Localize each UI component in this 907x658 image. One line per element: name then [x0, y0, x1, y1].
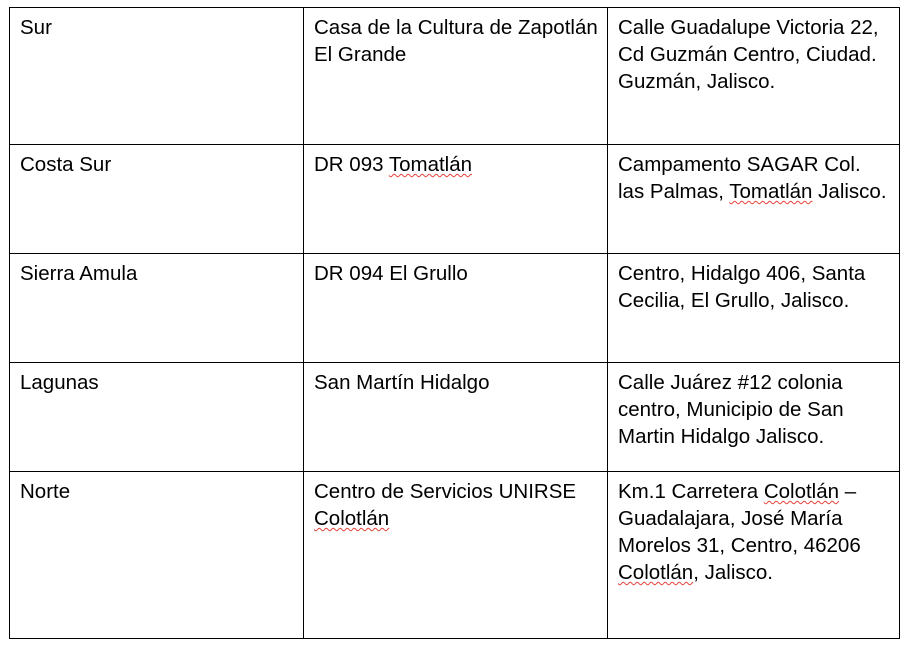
office-name: DR 093 Tomatlán: [314, 153, 473, 176]
table-cell-address: [608, 8, 900, 145]
region-name: Sur: [20, 16, 52, 39]
region-name: Sierra Amula: [20, 262, 138, 285]
table-cell-region: [10, 363, 304, 472]
office-name: San Martín Hidalgo: [314, 371, 490, 394]
office-address: Calle Juárez #12 colonia centro, Municipio de San Martin Hidalgo Jalisco.: [618, 371, 844, 449]
office-name: Centro de Servicios UNIRSE Colotlán: [314, 480, 577, 531]
table-cell-region: [10, 145, 304, 254]
table-cell-address: [608, 472, 900, 639]
table-cell-office: [304, 363, 608, 472]
region-name: Norte: [20, 480, 71, 503]
table-cell-region: [10, 472, 304, 639]
table-cell-office: [304, 472, 608, 639]
office-name: Casa de la Cultura de Zapotlán El Grande: [314, 16, 598, 67]
table-row: [10, 145, 900, 254]
spellcheck-word: Colotlán: [618, 561, 694, 585]
region-name: Costa Sur: [20, 153, 112, 176]
office-address: Campamento SAGAR Col. las Palmas, Tomatlán Jalisco.: [618, 153, 887, 204]
office-name: DR 094 El Grullo: [314, 262, 468, 285]
table-cell-region: [10, 8, 304, 145]
table-row: [10, 363, 900, 472]
region-address-table: [9, 7, 900, 639]
region-name: Lagunas: [20, 371, 99, 394]
table-cell-address: [608, 363, 900, 472]
table-cell-region: [10, 254, 304, 363]
office-address: Centro, Hidalgo 406, Santa Cecilia, El Grullo, Jalisco.: [618, 262, 866, 313]
document-page: [0, 7, 907, 658]
office-address: Calle Guadalupe Victoria 22, Cd Guzmán Centro, Ciudad. Guzmán, Jalisco.: [618, 16, 879, 94]
table-cell-office: [304, 254, 608, 363]
spellcheck-word: Tomatlán: [388, 153, 473, 176]
spellcheck-word: Colotlán: [314, 507, 390, 531]
table-row: [10, 254, 900, 363]
table-cell-address: [608, 145, 900, 254]
table-cell-office: [304, 8, 608, 145]
table-row: [10, 8, 900, 145]
table-cell-address: [608, 254, 900, 363]
spellcheck-word: Tomatlán: [729, 180, 813, 204]
table-cell-office: [304, 145, 608, 254]
table-row: [10, 472, 900, 639]
office-address: Km.1 Carretera Colotlán – Guadalajara, José María Morelos 31, Centro, 46206 Colotlán, Jalisco.: [618, 480, 861, 585]
spellcheck-word: Colotlán: [763, 480, 840, 503]
